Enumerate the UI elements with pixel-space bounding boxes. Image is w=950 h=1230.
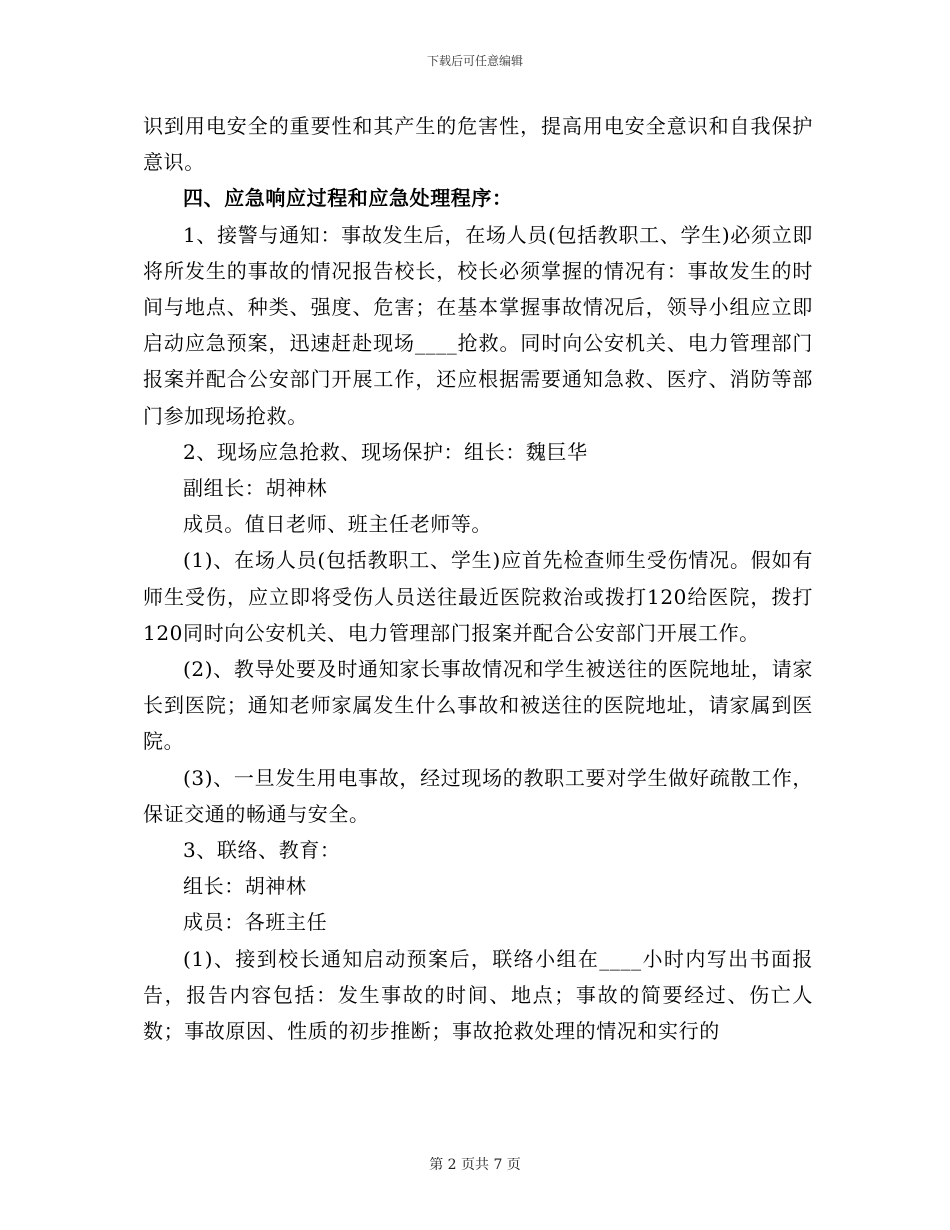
paragraph-alarm-notification: 1、接警与通知：事故发生后，在场人员(包括教职工、学生)必须立即将所发生的事故的情况报告校长，校长必须掌握的情况有：事故发生的时间与地点、种类、强度、危害；在基本掌握事故情况后，领导小组应立即启动应急预案，迅速赶赴现场____抢救。同时向公安机关、电力管理部门报案并配合公安部门开展工作，还应根据需要通知急救、医疗、消防等部门参加现场抢救。 xyxy=(143,222,813,428)
paragraph-liaison-leader: 组长：胡神林 xyxy=(183,874,307,899)
document-body xyxy=(143,108,813,1049)
paragraph-liaison-heading: 3、联络、教育： xyxy=(183,838,341,863)
paragraph-liaison-step-1: (1)、接到校长通知启动预案后，联络小组在____小时内写出书面报告，报告内容包括：发生事故的时间、地点；事故的简要经过、伤亡人数；事故原因、性质的初步推断；事故抢救处理的情况和实行的 xyxy=(143,946,813,1044)
paragraph-rescue-deputy: 副组长：胡神林 xyxy=(183,476,328,501)
paragraph-step-2: (2)、教导处要及时通知家长事故情况和学生被送往的医院地址，请家长到医院；通知老师家属发生什么事故和被送往的医院地址，请家属到医院。 xyxy=(143,657,813,754)
section-heading: 四、应急响应过程和应急处理程序： xyxy=(183,186,513,211)
paragraph-continuation: 识到用电安全的重要性和其产生的危害性，提高用电安全意识和自我保护意识。 xyxy=(143,114,813,175)
paragraph-step-1: (1)、在场人员(包括教职工、学生)应首先检查师生受伤情况。假如有师生受伤，应立即将受伤人员送往最近医院救治或拨打120给医院，拨打120同时向公安机关、电力管理部门报案并配合公安部门开展工作。 xyxy=(143,548,813,645)
paragraph-step-3: (3)、一旦发生用电事故，经过现场的教职工要对学生做好疏散工作，保证交通的畅通与安全。 xyxy=(143,765,813,826)
page-footer: 第 2 页共 7 页 xyxy=(429,1157,521,1173)
paragraph-liaison-members: 成员：各班主任 xyxy=(183,910,328,935)
page-header: 下载后可任意编辑 xyxy=(426,54,523,68)
paragraph-rescue-members: 成员。值日老师、班主任老师等。 xyxy=(183,512,492,537)
paragraph-rescue-leader: 2、现场应急抢救、现场保护：组长：魏巨华 xyxy=(183,439,588,464)
